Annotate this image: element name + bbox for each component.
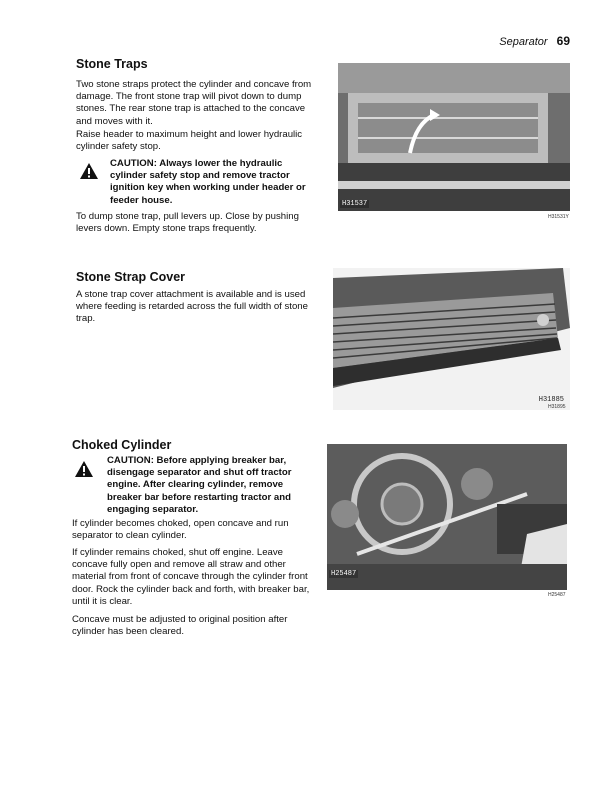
stone-trap-cover-photo <box>333 268 570 410</box>
figure-id: H31531Y <box>548 214 569 220</box>
photo-code: H31537 <box>342 200 368 208</box>
paragraph: If cylinder remains choked, shut off engine. Leave concave fully open and remove all straw and other material from front of concave through the cylinder front door. Rock the cylinder back and forth, with breaker bar, until it is clear. <box>72 547 310 607</box>
warning-triangle-icon <box>74 460 94 478</box>
page-number: 69 <box>556 34 570 48</box>
figure-id: H31895 <box>548 404 566 410</box>
section-title-stone-strap-cover: Stone Strap Cover <box>76 270 186 284</box>
breaker-bar-photo <box>327 444 567 590</box>
photo-code: H25487 <box>331 570 357 578</box>
photo-code: H31885 <box>538 396 564 404</box>
paragraph: Two stone straps protect the cylinder and concave from damage. The front stone trap will pivot down to dump stones. The rear stone trap is attached to the concave and moves with it. <box>76 79 312 127</box>
paragraph: If cylinder becomes choked, open concave and run separator to clean cylinder. <box>72 518 289 542</box>
paragraph: To dump stone trap, pull levers up. Close by pushing levers down. Empty stone traps frequently. <box>76 211 299 235</box>
caution-text: CAUTION: Before applying breaker bar, disengage separator and shut off tractor engine. After clearing cylinder, remove breaker bar before restarting tractor and engaging separator. <box>107 455 292 515</box>
paragraph: Concave must be adjusted to original position after cylinder has been cleared. <box>72 614 288 638</box>
paragraph: A stone trap cover attachment is available and is used where feeding is retarded across the full width of stone trap. <box>76 289 308 325</box>
page-header <box>499 34 570 48</box>
stone-trap-photo <box>338 63 570 211</box>
warning-triangle-icon <box>79 162 99 180</box>
caution-text: CAUTION: Always lower the hydraulic cylinder safety stop and remove tractor ignition key when working under header or feeder house. <box>110 158 306 206</box>
section-title-choked-cylinder: Choked Cylinder <box>72 438 172 452</box>
section-title-stone-traps: Stone Traps <box>76 57 148 71</box>
figure-id: H25487 <box>548 592 566 598</box>
section-name: Separator <box>499 36 548 48</box>
paragraph: Raise header to maximum height and lower hydraulic cylinder safety stop. <box>76 129 303 153</box>
